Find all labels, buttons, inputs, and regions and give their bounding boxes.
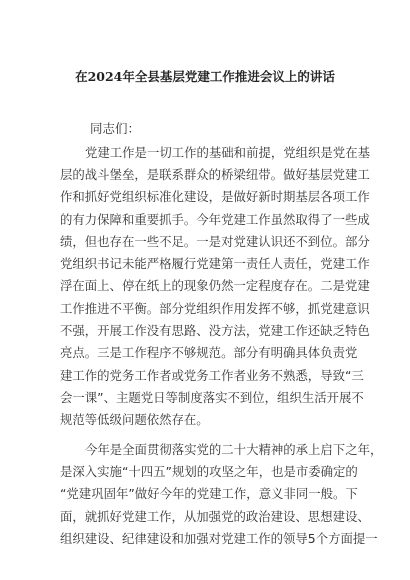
salutation: 同志们： — [90, 121, 141, 136]
paragraph-line: 浮在面上、停在纸上的现象仍然一定程度存在。二是党建 — [60, 278, 370, 293]
paragraph-line: 面，就抓好党建工作，从加强党的政治建设、思想建设、 — [60, 509, 370, 524]
paragraph-line: “党建巩固年”做好今年的党建工作，意义非同一般。下 — [60, 486, 358, 501]
paragraph-line: 工作推进不平衡。部分党组织作用发挥不够，抓党建意识 — [60, 301, 370, 316]
paragraph-line: 组织建设、纪律建设和加强对党建工作的领导5个方面提一 — [60, 531, 378, 546]
paragraph-line: 绩，但也存在一些不足。一是对党建认识还不到位。部分 — [60, 234, 370, 249]
paragraph-line: 不强，开展工作没有思路、没方法，党建工作还缺乏特色 — [60, 323, 370, 338]
paragraph-line: 党组织书记未能严格履行党建第一责任人责任，党建工作 — [60, 256, 370, 271]
paragraph-line: 党建工作是一切工作的基础和前提，党组织是党在基 — [85, 145, 370, 160]
paragraph-line: 今年是全面贯彻落实党的二十大精神的承上启下之年， — [85, 442, 383, 457]
paragraph-line: 规范等低级问题依然存在。 — [60, 412, 209, 427]
paragraph-line: 会一课”、主题党日等制度落实不到位，组织生活开展不 — [60, 390, 364, 405]
paragraph-line: 是深入实施“十四五”规划的攻坚之年，也是市委确定的 — [60, 464, 358, 479]
paragraph-line: 作和抓好党组织标准化建设，是做好新时期基层各项工作 — [60, 189, 370, 204]
document-title: 在2024年全县基层党建工作推进会议上的讲话 — [75, 69, 335, 84]
paragraph-line: 亮点。三是工作程序不够规范。部分有明确具体负责党 — [60, 345, 358, 360]
paragraph-line: 层的战斗堡垒，是联系群众的桥梁纽带。做好基层党建工 — [60, 167, 370, 182]
paragraph-line: 的有力保障和重要抓手。今年党建工作虽然取得了一些成 — [60, 212, 370, 227]
paragraph-line: 建工作的党务工作者或党务工作者业务不熟悉，导致“三 — [60, 368, 364, 383]
